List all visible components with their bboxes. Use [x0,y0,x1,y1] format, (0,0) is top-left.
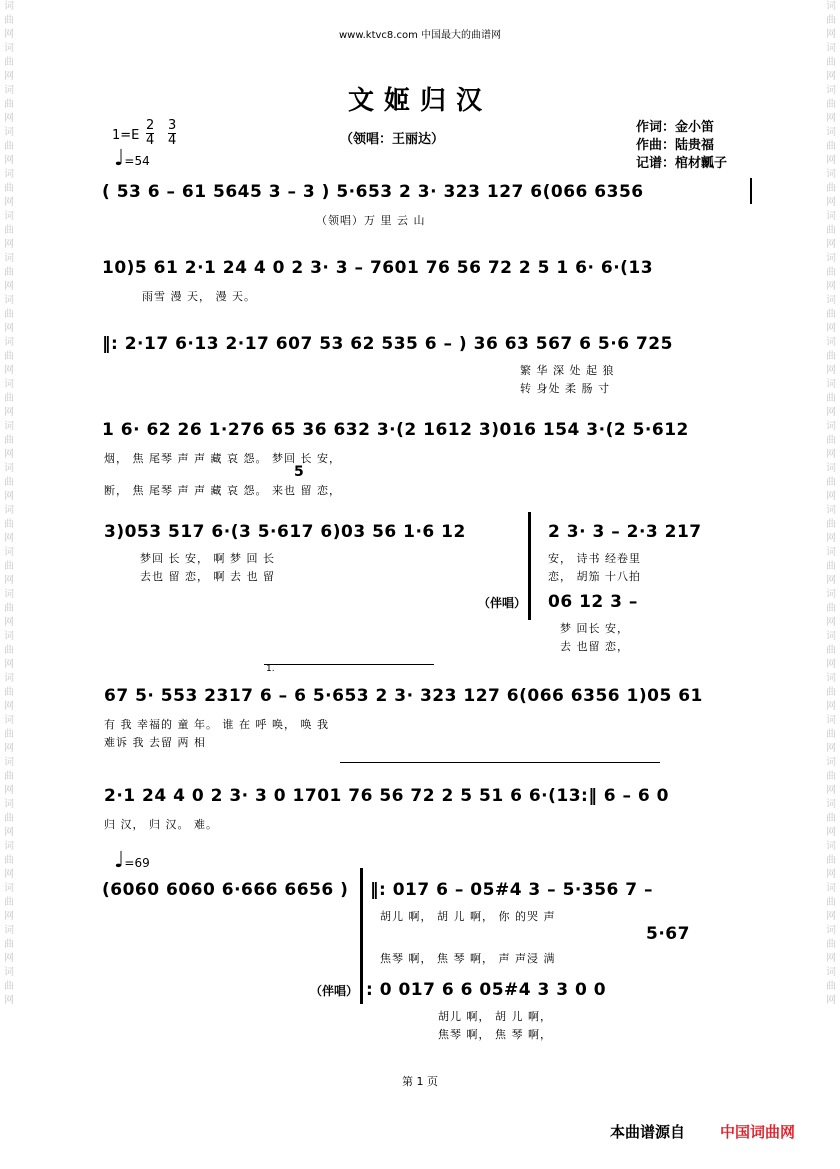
time-signature-b: $\frac{3}{4}$ [168,118,177,148]
tempo-marking-1: ♩=54 [114,146,150,171]
lyricist-credit: 作词：金小笛 [636,120,715,135]
score-line-5-right: 2 3· 3 – 2·3 217 [548,522,702,542]
side-watermark-left: 词曲网词曲网词曲网词曲网词曲网词曲网词曲网词曲网词曲网词曲网词曲网词曲网词曲网词曲网词曲网词曲网词曲网词曲网词曲网词曲网词曲网词曲网词曲网词曲网 [4,1,14,1006]
quarter-note-icon: ♩ [114,146,125,171]
chorus-lyrics-5b: 去 也留 恋， [560,640,629,653]
source-site-link[interactable]: 中国词曲网 [720,1123,796,1141]
lyrics-line-8a: 胡儿 啊， 胡 儿 啊， 你 的哭 声 [380,910,556,923]
system-bracket-2 [360,868,363,1004]
lyrics-line-5a: 梦回 长 安， 啊 梦 回 长 [140,552,275,565]
score-line-8-intro: (6060 6060 6·666 6656 ) [102,880,349,900]
score-line-3: ‖: 2·17 6·13 2·17 607 53 62 535 6 – ) 36 63 567 6 5·6 725 [102,334,673,354]
score-line-7: 2·1 24 4 0 2 3· 3 0 1701 76 56 72 2 5 51 6 6·(13:‖ 6 – 6 0 [104,786,669,806]
page-number: 第 1 页 [402,1075,438,1088]
repeat-mark: 5 [294,464,304,480]
chorus-label-1: （伴唱） [478,596,527,610]
lyrics-line-6b: 难诉 我 去留 两 相 [104,736,206,749]
lyrics-line-5-right-b: 恋， 胡笳 十八拍 [548,570,641,583]
source-label: 本曲谱源自 [610,1123,686,1141]
slur-line [340,762,660,763]
lyrics-line-1: （领唱）万 里 云 山 [316,214,426,227]
chorus-label-2: （伴唱） [310,984,359,998]
volta-bracket [264,664,434,665]
lyrics-line-4a: 烟， 焦 尾琴 声 声 藏 哀 怨。 梦回 长 安， [104,452,341,465]
alt-notes-8: 5·67 [646,924,690,944]
score-line-6: 67 5· 553 2317 6 – 6 5·653 2 3· 323 127 6(066 6356 1)05 61 [104,686,703,706]
score-line-8: ‖: 017 6 – 05#4 3 – 5·356 7 – [370,880,654,900]
score-line-5: 3)053 517 6·(3 5·617 6)03 56 1·6 12 [104,522,466,542]
transcriber-credit: 记谱：棺材瓤子 [636,156,728,171]
score-line-9: : 0 017 6 6 05#4 3 3 0 0 [366,980,607,1000]
key-signature: 1=E [112,128,140,143]
lyrics-line-6a: 有 我 幸福的 童 年。 谁 在 呼 唤， 唤 我 [104,718,329,731]
lyrics-line-9a: 胡儿 啊， 胡 儿 啊， [438,1010,552,1023]
volta-label: 1. [266,664,275,674]
page-title: 文姬归汉 [347,86,492,116]
time-signature-a: $\frac{2}{4}$ [146,118,155,148]
lyrics-line-7: 归 汉， 归 汉。 难。 [104,818,218,831]
system-bracket [528,512,531,620]
barline [750,178,752,204]
lyrics-line-5b: 去也 留 恋， 啊 去 也 留 [140,570,275,583]
side-watermark-right: 词曲网词曲网词曲网词曲网词曲网词曲网词曲网词曲网词曲网词曲网词曲网词曲网词曲网词曲网词曲网词曲网词曲网词曲网词曲网词曲网词曲网词曲网词曲网词曲网 [826,1,836,1006]
tempo-marking-2: ♩=69 [114,848,150,873]
chorus-lyrics-5a: 梦 回长 安， [560,622,629,635]
lyrics-line-3b: 转 身处 柔 肠 寸 [520,382,610,395]
lyrics-line-4b: 断， 焦 尾琴 声 声 藏 哀 怨。 来也 留 恋， [104,484,341,497]
score-line-1: ( 53 6 – 61 5645 3 – 3 ) 5·653 2 3· 323 127 6(066 6356 [102,182,644,202]
lyrics-line-3a: 繁 华 深 处 起 狼 [520,364,615,377]
lyrics-line-9b: 焦琴 啊， 焦 琴 啊， [438,1028,552,1041]
quarter-note-icon: ♩ [114,848,125,873]
lyrics-line-5-right-a: 安， 诗书 经卷里 [548,552,641,565]
site-header: www.ktvc8.com 中国最大的曲谱网 [338,30,501,41]
score-line-2: 10)5 61 2·1 24 4 0 2 3· 3 – 7601 76 56 72 2 5 1 6· 6·(13 [102,258,654,278]
singer-label: （领唱：王丽达） [340,132,445,147]
composer-credit: 作曲：陆贵福 [636,138,715,153]
lyrics-line-2: 雨雪 漫 天， 漫 天。 [142,290,256,303]
chorus-line-5: 06 12 3 – [548,592,638,612]
score-line-4: 1 6· 62 26 1·276 65 36 632 3·(2 1612 3)016 154 3·(2 5·612 [102,420,689,440]
lyrics-line-8b: 焦琴 啊， 焦 琴 啊， 声 声浸 满 [380,952,556,965]
